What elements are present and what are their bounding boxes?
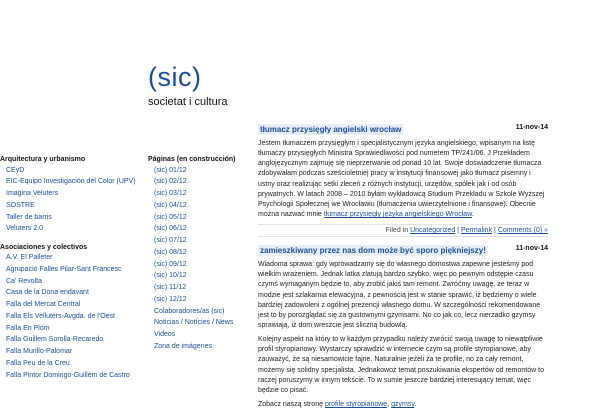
page-link[interactable]: Zona de imágenes — [154, 342, 212, 350]
post-date: 11-nov-14 — [515, 124, 548, 131]
sidebar-link[interactable]: Falla Murillo-Palomar — [6, 348, 73, 355]
list-item — [154, 259, 253, 271]
sidebar-link[interactable]: A.V. El Palleter — [6, 254, 53, 261]
post-text: Zobacz naszą stronę — [258, 400, 323, 408]
post-inline-link[interactable]: tłumacz przysięgły języka angielskiego Wrocław — [323, 210, 472, 218]
post — [258, 124, 548, 237]
site-title[interactable]: (sic) — [148, 62, 202, 92]
list-item — [6, 224, 140, 236]
page-link[interactable]: Videos — [154, 331, 176, 338]
page-link[interactable]: (sic) 07/12 — [154, 237, 187, 244]
permalink-link[interactable]: Permalink — [460, 227, 493, 235]
list-item — [154, 271, 253, 283]
list-item — [6, 300, 140, 312]
page-link[interactable]: (sic) 12/12 — [154, 295, 187, 303]
sidebar-link[interactable]: Falla En Plom — [6, 324, 50, 332]
list-item — [154, 294, 253, 306]
sidebar-link[interactable]: Falla Peu de la Creu — [6, 359, 70, 367]
list-item — [154, 224, 253, 236]
list-item — [154, 177, 253, 189]
sidebar-link[interactable]: Falla del Mercat Central — [6, 301, 81, 308]
comments-link[interactable]: Comments (0) » — [497, 227, 548, 235]
meta-separator: | — [494, 227, 496, 235]
sidebar-links — [0, 156, 140, 390]
post-text: . — [414, 400, 417, 408]
post-paragraph — [258, 400, 548, 410]
sidebar-link[interactable]: Ca' Revolta — [6, 277, 42, 285]
site-subtitle: societat i cultura — [148, 96, 228, 108]
page-link[interactable]: (sic) 09/12 — [154, 260, 187, 268]
sidebar-link[interactable]: Falla Pintor Domingo-Guillem de Castro — [6, 371, 130, 379]
page-link[interactable]: (sic) 02/12 — [154, 178, 187, 186]
post-paragraph: Kolejny aspekt na który to w każdym przypadku należy zwrócić swoją uwagę to niewątpliwie profil styropianowy. Wystarczy sprawdzić w internecie czym są profile styropianowe, aby zauważyć, że są niesamowicie fajne. Naturalnie jeżeli za te profile, no za cały remont, możemy się solidny specjalista. Jednakowoż temat poszukiwania ekspertów od remontów to raczej poruszymy w innym tekście. To w sumie jeszcze bardziej interesujący temat, więc będzie co pisać. — [258, 336, 544, 394]
post-date: 11-nov-14 — [515, 245, 548, 253]
list-item — [154, 165, 253, 177]
page-link[interactable]: (sic) 11/12 — [154, 284, 187, 291]
sidebar-link[interactable]: Falla Guillem Sorolla-Recaredo — [6, 336, 104, 344]
list-item — [6, 200, 140, 212]
list-item — [6, 212, 140, 224]
page-link[interactable]: (sic) 06/12 — [154, 225, 187, 233]
page-link[interactable]: (sic) 01/12 — [154, 166, 187, 174]
page-link[interactable]: (sic) 08/12 — [154, 248, 187, 256]
list-item — [6, 288, 140, 300]
meta-separator: | — [457, 227, 459, 235]
post-inline-link[interactable]: profile styropianowe — [324, 400, 388, 408]
sidebar-link[interactable]: Taller de barris — [6, 213, 52, 221]
sidebar-section-title: Arquitectura y urbanismo — [0, 156, 86, 163]
post-inline-link[interactable]: gzymsy — [391, 400, 415, 408]
post-text: Jestem tłumaczem przysięgłym i specjalistycznym języka angielskiego, wpisanym na listę tłumaczy przysięgłych Ministra Sprawiedliwości pod numerem TP/241/06. J Przekładem anglojęzycznym zajmuję się nieprzerwanie od ponad 10 lat. Swoje doświadczenie tłumacza zdobywałam podczas sześcioletniej pracy w instytucji finansowej jako tłumacz pisemny i ustny oraz realizując setki zleceń z różnych instytucji, urzędów, spółek jak i od osób prywatnych. W latach 2008 – 2010 byłam wykładowcą Studium Przekładu w Szkole Wyższej Psychologii Społecznej we Wrocławiu (tłumaczenia uwierzytelnione i finansowe). Obecnie można nazwać mnie — [258, 140, 545, 218]
main-content — [258, 124, 548, 418]
sidebar-link[interactable]: SOSTRE — [6, 201, 35, 209]
list-item — [154, 236, 253, 248]
post-header — [258, 245, 548, 256]
pages-list — [148, 165, 253, 353]
list-item — [6, 347, 140, 359]
filed-label: Filed in — [385, 227, 409, 235]
post-body — [258, 139, 548, 220]
list-item — [6, 264, 140, 276]
list-item — [6, 358, 140, 370]
sidebar-section-title: Asociaciones y colectivos — [0, 243, 88, 251]
sidebar-section-title: Páginas (en construcción) — [148, 156, 236, 163]
sidebar-link[interactable]: CEyD — [6, 166, 25, 174]
list-item — [6, 189, 140, 201]
sidebar-pages — [148, 156, 253, 361]
sidebar-link[interactable]: Agrupació Falles Pilar-Sant Francesc — [6, 265, 122, 273]
post-text: . — [471, 210, 474, 218]
post — [258, 245, 548, 410]
list-item — [6, 177, 140, 189]
page-link[interactable]: (sic) 10/12 — [154, 272, 187, 280]
list-item — [154, 341, 253, 353]
post-text: , — [387, 400, 390, 408]
sidebar-link[interactable]: Veluters 2.0 — [6, 225, 43, 233]
sidebar-link[interactable]: EIC-Equipo Investigación del Color (UPV) — [6, 178, 136, 186]
list-item — [6, 165, 140, 177]
list-item — [6, 253, 140, 265]
page-link[interactable]: Noticias / Notícies / News — [154, 319, 234, 327]
list-item — [154, 189, 253, 201]
list-item — [154, 247, 253, 259]
list-item — [154, 306, 253, 318]
page-link[interactable]: Colaboradores/as (sic) — [154, 307, 225, 315]
category-link[interactable]: Uncategorized — [410, 227, 456, 235]
sidebar-link-list — [0, 253, 140, 382]
sidebar-link[interactable]: Imagina Veluters — [6, 190, 59, 197]
list-item — [6, 370, 140, 382]
list-item — [6, 323, 140, 335]
list-item — [154, 318, 253, 330]
post-paragraph: Wiadoma sprawa: gdy wprowadzamy się do własnego domostwa zapewne jesteśmy pod wielkim wrażeniem. Jednak latka zlatują bardzo szybko, więc po pewnym odstępie czasu czymś wymaganym będzie to, aby zrobić jakiś tam remont. Zwróćmy uwagę, że teraz w modzie jest szlakarnia elewacyjna, z pewnością jest w stanie sprawić, iż będziemy o wiele bardziej zadowoleni z ogólnej prezencji własnego domu. W szczególności rekomendowane jest to by porozglądać się za gustownymi gzymsami. No co jak co, lecz nierzadko gzymsy sprawiają, iż dom wreszcie jest śliczną budowlą. — [258, 261, 541, 329]
page-link[interactable]: (sic) 03/12 — [154, 190, 187, 197]
list-item — [154, 283, 253, 295]
list-item — [154, 200, 253, 212]
list-item — [6, 276, 140, 288]
sidebar-link[interactable]: Falla Els Velluters-Avgda. de l'Oest — [6, 312, 115, 320]
list-item — [154, 212, 253, 224]
sidebar-link-list — [0, 165, 140, 236]
post-header — [258, 124, 548, 135]
sidebar-link[interactable]: Casa de la Dona endavant — [6, 289, 89, 297]
page-link[interactable]: (sic) 04/12 — [154, 201, 187, 209]
post-title-link[interactable]: tłumacz przysięgły angielski wrocław — [260, 125, 402, 134]
post-title-link[interactable]: zamieszkiwany przez nas dom może być sporo piękniejszy! — [260, 246, 486, 256]
post-meta — [258, 224, 548, 237]
list-item — [6, 335, 140, 347]
list-item — [6, 311, 140, 323]
page-link[interactable]: (sic) 05/12 — [154, 213, 187, 221]
list-item — [154, 330, 253, 342]
